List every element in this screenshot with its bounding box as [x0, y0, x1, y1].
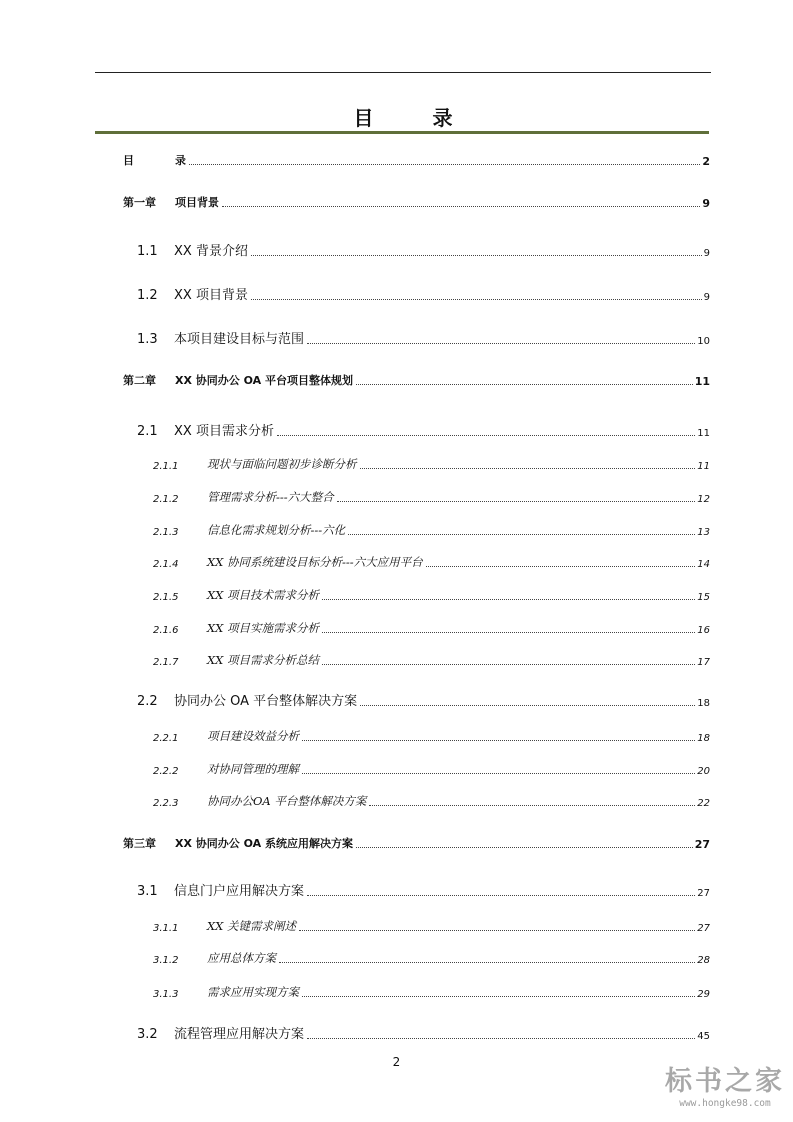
toc-entry-page: 27 [697, 923, 710, 934]
toc-entry-label: XX 协同办公 OA 系统应用解决方案 [175, 837, 354, 850]
toc-entry[interactable] [0, 690, 793, 709]
header-rule [95, 72, 711, 73]
toc-entry-label: XX 项目实施需求分析 [207, 621, 320, 635]
toc-entry-number: 2.1.1 [153, 461, 179, 472]
toc-dot-leader [277, 435, 695, 436]
toc-entry-label: XX 项目需求分析 [174, 424, 274, 439]
toc-entry-page: 11 [697, 461, 710, 472]
toc-entry[interactable] [0, 728, 793, 744]
toc-entry[interactable] [0, 456, 793, 472]
toc-entry-number: 第一章 [123, 196, 156, 209]
toc-entry[interactable] [0, 761, 793, 777]
toc-entry-label: 项目背景 [175, 196, 219, 209]
toc-dot-leader [360, 468, 696, 469]
toc-entry-page: 27 [697, 888, 710, 899]
toc-entry-number: 3.1 [137, 884, 158, 899]
toc-entry-label: 管理需求分析---六大整合 [207, 490, 334, 504]
toc-dot-leader [302, 773, 695, 774]
toc-entry[interactable] [0, 372, 793, 388]
toc-entry[interactable] [0, 587, 793, 603]
toc-entry-page: 12 [697, 494, 710, 505]
toc-entry-page: 15 [697, 592, 710, 603]
toc-entry-number: 3.1.3 [153, 989, 179, 1000]
toc-dot-leader [337, 501, 696, 502]
toc-entry-page: 13 [697, 527, 710, 538]
toc-entry-label: XX 协同办公 OA 平台项目整体规划 [175, 374, 354, 387]
toc-dot-leader [356, 847, 693, 848]
toc-entry-page: 9 [702, 197, 710, 210]
toc-dot-leader [299, 930, 695, 931]
toc-dot-leader [251, 299, 702, 300]
toc-entry-page: 9 [703, 292, 710, 303]
toc-dot-leader [279, 962, 695, 963]
toc-entry-number: 2.2.1 [153, 733, 179, 744]
watermark-text: 标书之家 [665, 1066, 785, 1097]
toc-dot-leader [360, 705, 695, 706]
toc-entry[interactable] [0, 240, 793, 259]
toc-dot-leader [222, 206, 700, 207]
toc-entry[interactable] [0, 489, 793, 505]
toc-entry-label: 信息化需求规划分析---六化 [207, 523, 346, 537]
toc-entry-number: 第三章 [123, 837, 156, 850]
toc-entry-page: 18 [697, 698, 710, 709]
toc-entry-number: 2.2 [137, 694, 158, 709]
toc-entry-number: 第二章 [123, 374, 156, 387]
toc-dot-leader [426, 566, 696, 567]
toc-entry-label: XX 协同系统建设目标分析---六大应用平台 [207, 555, 423, 569]
toc-dot-leader [369, 805, 695, 806]
toc-dot-leader [189, 164, 700, 165]
toc-entry-label: 现状与面临问题初步诊断分析 [207, 457, 357, 471]
toc-dot-leader [356, 384, 693, 385]
toc-entry-label: 协同办公 OA 平台整体解决方案 [174, 694, 358, 709]
toc-entry-page: 9 [703, 248, 710, 259]
toc-dot-leader [322, 632, 695, 633]
toc-entry[interactable] [0, 918, 793, 934]
toc-entry-label: 信息门户应用解决方案 [174, 884, 305, 899]
toc-entry-page: 2 [702, 155, 710, 168]
toc-entry-page: 16 [697, 625, 710, 636]
watermark-logo [660, 1066, 790, 1109]
toc-entry-label: XX 关键需求阐述 [207, 919, 297, 933]
toc-entry-page: 28 [697, 955, 710, 966]
toc-entry-label: 协同办公OA 平台整体解决方案 [207, 794, 367, 808]
toc-entry-number: 3.1.2 [153, 955, 179, 966]
toc-entry[interactable] [0, 835, 793, 851]
toc-entry-page: 10 [697, 336, 710, 347]
toc-entry-number: 3.2 [137, 1027, 158, 1042]
toc-entry-label: 对协同管理的理解 [207, 762, 299, 776]
page-number: 2 [392, 1055, 401, 1069]
toc-entry[interactable] [0, 420, 793, 439]
toc-entry[interactable] [0, 793, 793, 809]
toc-entry[interactable] [0, 984, 793, 1000]
toc-entry-page: 17 [697, 657, 710, 668]
toc-entry-label: XX 项目技术需求分析 [207, 588, 320, 602]
toc-dot-leader [307, 343, 695, 344]
toc-entry-number: 2.1.5 [153, 592, 179, 603]
toc-entry-number: 2.2.2 [153, 766, 179, 777]
watermark-url: www.hongke98.com [679, 1098, 771, 1109]
toc-entry-number: 2.1.3 [153, 527, 179, 538]
toc-entry-page: 22 [697, 798, 710, 809]
toc-entry-label: 需求应用实现方案 [207, 985, 299, 999]
toc-entry-number: 目 [123, 154, 134, 167]
toc-dot-leader [322, 664, 695, 665]
toc-entry-page: 18 [697, 733, 710, 744]
toc-dot-leader [251, 255, 702, 256]
toc-entry-number: 2.1.6 [153, 625, 179, 636]
toc-entry[interactable] [0, 284, 793, 303]
toc-entry[interactable] [0, 554, 793, 570]
toc-entry[interactable] [0, 880, 793, 899]
toc-entry-label: 应用总体方案 [207, 951, 276, 965]
toc-entry-number: 2.1.2 [153, 494, 179, 505]
toc-dot-leader [302, 740, 695, 741]
toc-entry-label: 流程管理应用解决方案 [174, 1027, 305, 1042]
toc-entry-number: 1.1 [137, 244, 158, 259]
toc-entry[interactable] [0, 522, 793, 538]
toc-entry-label: 本项目建设目标与范围 [174, 332, 305, 347]
toc-entry-number: 1.3 [137, 332, 158, 347]
toc-entry[interactable] [0, 152, 793, 168]
toc-entry-page: 45 [697, 1031, 710, 1042]
toc-entry-label: XX 背景介绍 [174, 244, 248, 259]
toc-entry-page: 11 [694, 375, 710, 388]
toc-entry[interactable] [0, 652, 793, 668]
toc-entry-page: 27 [694, 838, 710, 851]
toc-entry-number: 1.2 [137, 288, 158, 303]
title-underline [95, 131, 709, 134]
toc-entry-label: XX 项目需求分析总结 [207, 653, 320, 667]
toc-entry[interactable] [0, 194, 793, 210]
toc-entry-number: 3.1.1 [153, 923, 179, 934]
toc-dot-leader [322, 599, 695, 600]
toc-entry-number: 2.1 [137, 424, 158, 439]
toc-entry-page: 14 [697, 559, 710, 570]
toc-entry-number: 2.1.4 [153, 559, 179, 570]
toc-entry-number: 2.1.7 [153, 657, 179, 668]
toc-entry-number: 2.2.3 [153, 798, 179, 809]
toc-dot-leader [302, 996, 695, 997]
toc-entry[interactable] [0, 1023, 793, 1042]
toc-dot-leader [348, 534, 695, 535]
toc-entry-page: 20 [697, 766, 710, 777]
toc-entry-label: XX 项目背景 [174, 288, 248, 303]
page-title: 目 录 [353, 106, 479, 130]
toc-entry[interactable] [0, 620, 793, 636]
toc-entry-label: 录 [175, 154, 186, 167]
toc-entry[interactable] [0, 328, 793, 347]
toc-entry-page: 11 [697, 428, 710, 439]
toc-entry-page: 29 [697, 989, 710, 1000]
toc-dot-leader [307, 895, 695, 896]
toc-dot-leader [307, 1038, 695, 1039]
toc-entry[interactable] [0, 950, 793, 966]
toc-entry-label: 项目建设效益分析 [207, 729, 299, 743]
